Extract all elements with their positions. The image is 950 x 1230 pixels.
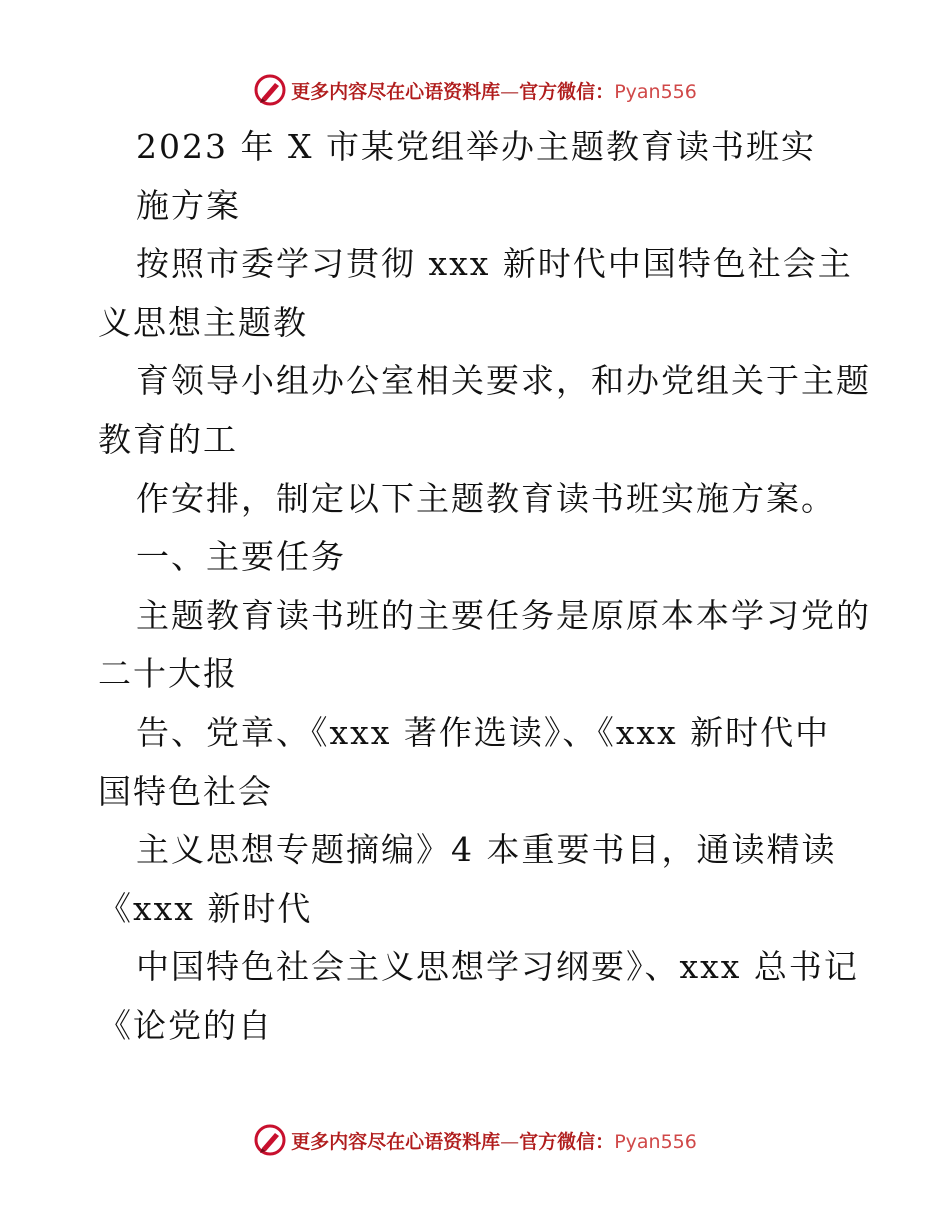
doc-paragraph-line: 《xxx 新时代 [98, 888, 313, 928]
doc-paragraph-line: 育领导小组办公室相关要求，和办党组关于主题 [136, 361, 871, 401]
watermark-official-label: 官方微信： [519, 80, 615, 103]
doc-paragraph-line: 义思想主题教 [98, 302, 308, 342]
doc-paragraph-line: 国特色社会 [98, 771, 273, 811]
doc-paragraph-line: 主题教育读书班的主要任务是原原本本学习党的 [136, 595, 871, 635]
watermark-brand: 更多内容尽在心语资料库 [291, 80, 501, 103]
doc-paragraph-line: 告、党章、《xxx 著作选读》、《xxx 新时代中 [136, 712, 831, 752]
doc-paragraph-line: 作安排，制定以下主题教育读书班实施方案。 [136, 478, 836, 518]
watermark-text [291, 1127, 697, 1154]
doc-title-line-1: 2023 年 X 市某党组举办主题教育读书班实 [136, 127, 816, 166]
footer-watermark [0, 1120, 950, 1160]
watermark-dash: — [500, 1130, 520, 1153]
watermark-handle: Pyan556 [614, 1130, 697, 1153]
doc-paragraph-line: 按照市委学习贯彻 xxx 新时代中国特色社会主 [136, 244, 853, 284]
watermark-handle: Pyan556 [614, 80, 697, 103]
pen-logo-icon [253, 73, 287, 107]
doc-paragraph-line: 《论党的自 [98, 1005, 273, 1045]
doc-section-heading: 一、主要任务 [136, 537, 346, 577]
watermark-text [291, 77, 697, 104]
doc-paragraph-line: 中国特色社会主义思想学习纲要》、xxx 总书记 [136, 947, 859, 987]
pen-logo-icon [253, 1123, 287, 1157]
watermark-dash: — [500, 80, 520, 103]
doc-paragraph-line: 教育的工 [98, 419, 238, 459]
watermark-official-label: 官方微信： [519, 1130, 615, 1153]
doc-title-line-2: 施方案 [136, 185, 241, 225]
doc-paragraph-line: 二十大报 [98, 654, 238, 694]
document-body [98, 118, 871, 1056]
header-watermark [0, 70, 950, 110]
doc-paragraph-line: 主义思想专题摘编》4 本重要书目，通读精读 [136, 830, 837, 870]
watermark-brand: 更多内容尽在心语资料库 [291, 1130, 501, 1153]
